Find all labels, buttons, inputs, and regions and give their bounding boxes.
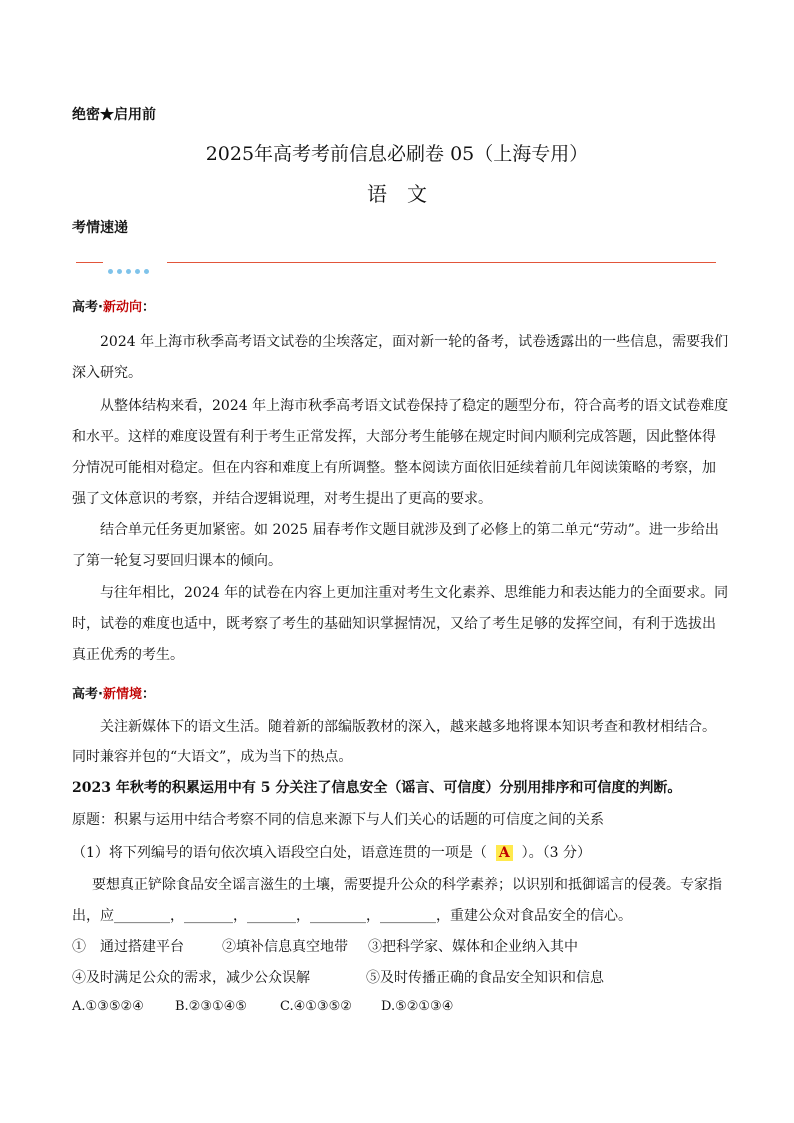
option-c: C.④①③⑤② (280, 999, 352, 1014)
para4-line1: 与往年相比，2024 年的试卷在内容上更加注重对考生文化素养、思维能力和表达能力的全面要求。同 (100, 585, 729, 601)
answer-highlight: A (496, 845, 513, 861)
item-4: ④及时满足公众的需求，减少公众误解 (72, 970, 310, 986)
subsection-heading-context: 高考·新情境： (72, 687, 155, 702)
passage-line2: 出，应________，_______，_______，________，________，重建公众对食品安全的信心。 (72, 908, 632, 924)
para2-line3: 分情况可能相对稳定。但在内容和难度上有所调整。整本阅读方面依旧延续着前几年阅读策略的考察，加 (72, 460, 716, 476)
page-title: 2025年高考考前信息必刷卷 05（上海专用） (205, 143, 589, 165)
section-heading: 考情速递 (72, 220, 128, 236)
divider-left (76, 262, 103, 263)
subject-title: 语 文 (367, 182, 427, 206)
para2-line1: 从整体结构来看，2024 年上海市秋季高考语文试卷保持了稳定的题型分布，符合高考的语文试卷难度 (100, 398, 729, 414)
para3-line1: 结合单元任务更加紧密。如 2025 届春考作文题目就涉及到了必修上的第二单元“劳动”。进一步给出 (100, 522, 719, 538)
question-line: （1）将下列编号的语句依次填入语段空白处，语意连贯的一项是（ A ）。（3 分） (72, 845, 591, 861)
para2-line4: 强了文体意识的考察，并结合逻辑说理，对考生提出了更高的要求。 (72, 491, 492, 507)
divider-right (167, 262, 716, 263)
item-1: ① 通过搭建平台 (72, 939, 184, 955)
para5-line1: 关注新媒体下的语文生活。随着新的部编版教材的深入，越来越多地将课本知识考查和教材相结合。 (100, 719, 716, 735)
item-3: ③把科学家、媒体和企业纳入其中 (368, 939, 578, 955)
para7-line1: 原题：积累与运用中结合考察不同的信息来源下与人们关心的话题的可信度之间的关系 (72, 812, 604, 828)
passage-line1: 要想真正铲除食品安全谣言滋生的土壤，需要提升公众的科学素养；以识别和抵御谣言的侵袭。专家指 (92, 877, 722, 893)
option-b: B.②③①④⑤ (175, 999, 247, 1014)
para4-line2: 时，试卷的难度也适中，既考察了考生的基础知识掌握情况，又给了考生足够的发挥空间，有利于选拔出 (72, 616, 716, 632)
option-a: A.①③⑤②④ (72, 999, 144, 1014)
para4-line3: 真正优秀的考生。 (72, 647, 184, 663)
para1-line1: 2024 年上海市秋季高考语文试卷的尘埃落定，面对新一轮的备考，试卷透露出的一些信息，需要我们 (100, 334, 729, 350)
para3-line2: 了第一轮复习要回归课本的倾向。 (72, 553, 282, 569)
para6-line1: 2023 年秋考的积累运用中有 5 分关注了信息安全（谣言、可信度）分别用排序和可信度的判断。 (72, 780, 682, 796)
item-5: ⑤及时传播正确的食品安全知识和信息 (366, 970, 604, 986)
option-d: D.⑤②①③④ (381, 999, 454, 1014)
subsection-heading-trend: 高考·新动向： (72, 300, 155, 315)
divider-dots (108, 259, 153, 278)
para2-line2: 和水平。这样的难度设置有利于考生正常发挥，大部分考生能够在规定时间内顺利完成答题，因此整体得 (72, 429, 716, 445)
para5-line2: 同时兼容并包的“大语文”，成为当下的热点。 (72, 749, 353, 765)
secret-level: 绝密★启用前 (72, 107, 156, 123)
item-2: ②填补信息真空地带 (222, 939, 348, 955)
para1-line2: 深入研究。 (72, 365, 142, 381)
